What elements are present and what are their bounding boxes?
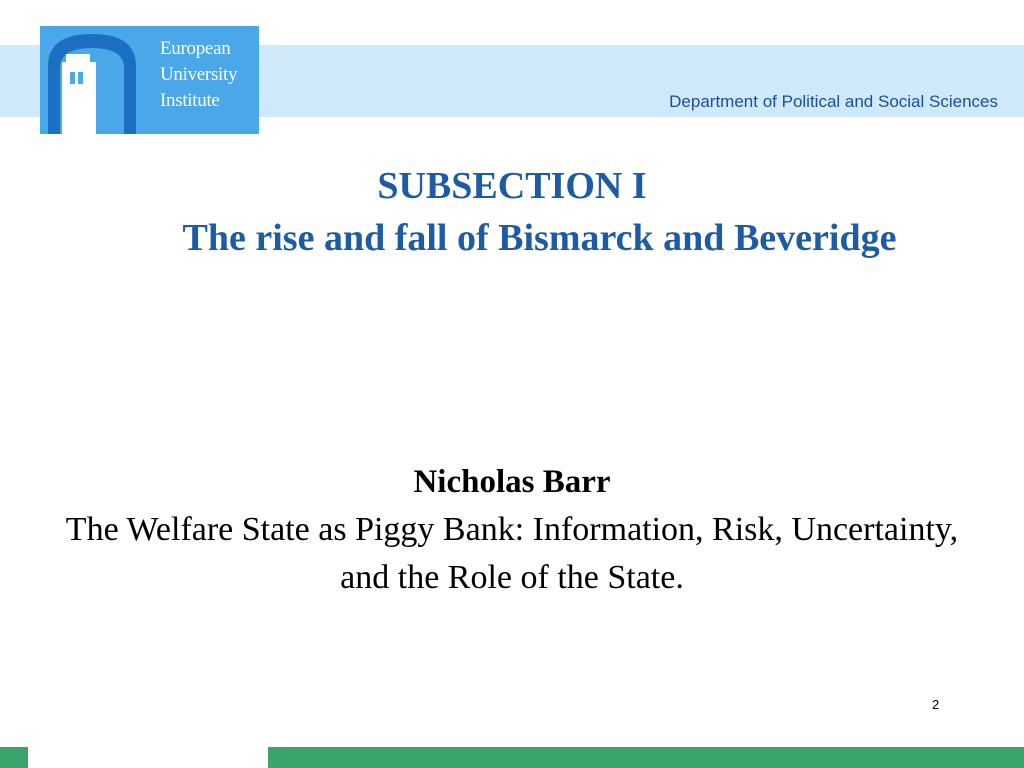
slide-title-block — [0, 160, 1024, 264]
logo-line-1: European — [160, 38, 231, 59]
logo-line-2: University — [160, 64, 238, 85]
author-name: Nicholas Barr — [413, 464, 611, 500]
tower-arch-icon — [40, 26, 146, 134]
slide-title: The rise and fall of Bismarck and Beveridge — [182, 217, 897, 259]
logo-line-3: Institute — [160, 90, 220, 111]
subsection-heading: SUBSECTION I — [377, 165, 647, 207]
logo-background — [40, 26, 259, 134]
footer-bar-right — [268, 747, 1024, 768]
department-label: Department of Political and Social Sciences — [669, 92, 998, 111]
page-number: 2 — [932, 697, 940, 712]
footer-bar-left — [0, 747, 28, 768]
reference-block — [0, 458, 1024, 602]
book-title: The Welfare State as Piggy Bank: Information, Risk, Uncertainty, and the Role of the State. — [65, 511, 959, 596]
logo-wordmark — [160, 36, 256, 114]
eui-logo — [40, 26, 259, 134]
